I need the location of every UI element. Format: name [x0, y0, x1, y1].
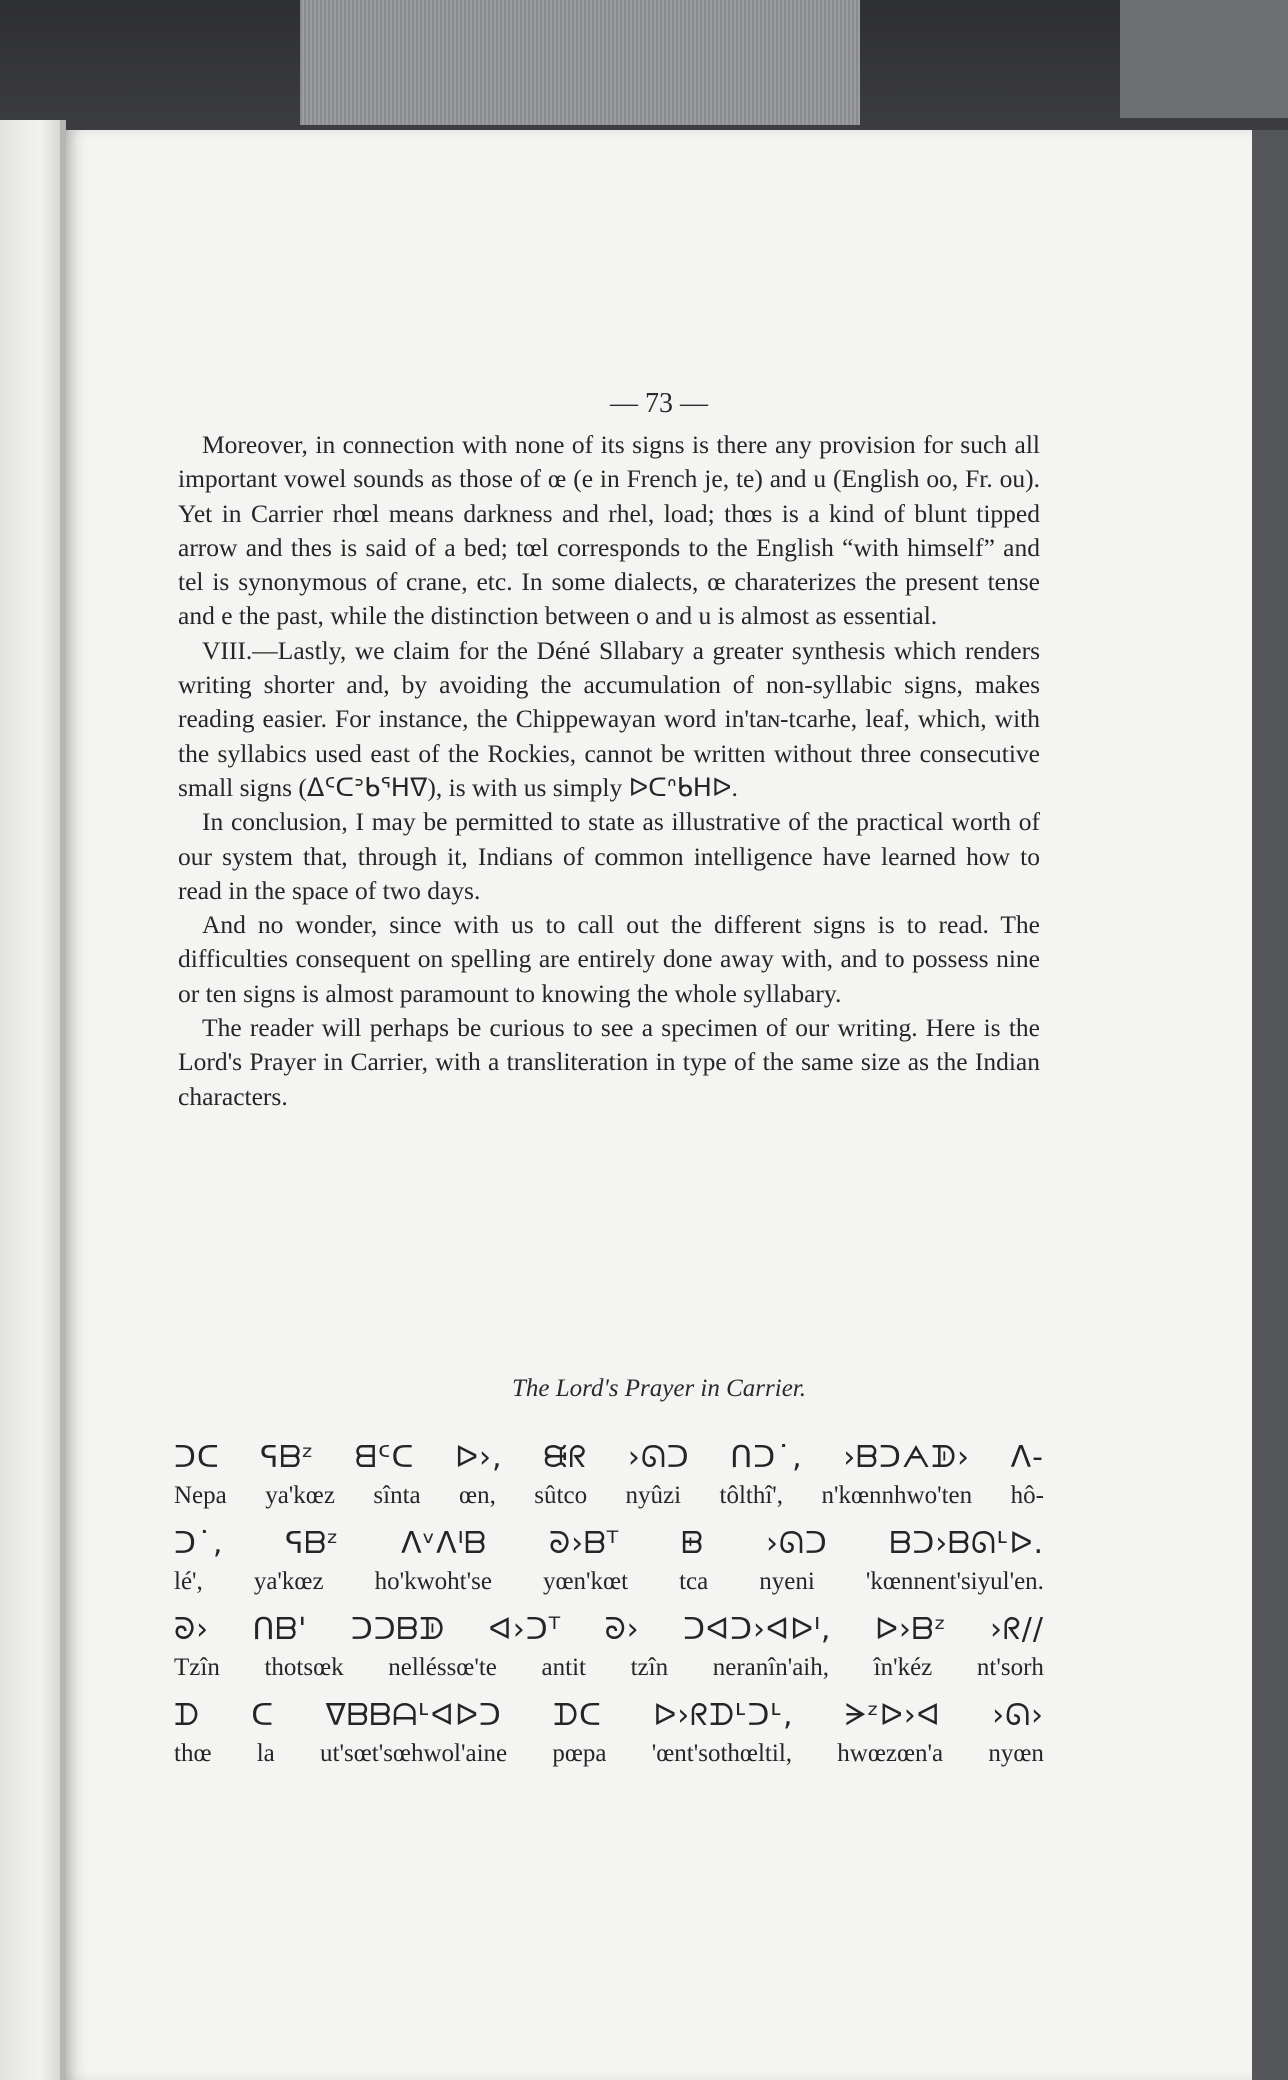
syllabic-word: ᐅ›,: [454, 1440, 503, 1475]
syllabic-word: ᐊ›ᑐᵀ: [488, 1612, 562, 1647]
syllabic-word: ᑐᐊᑐ›ᐊᐅᑊ,: [683, 1612, 832, 1647]
syllabic-word: ᑕ: [251, 1698, 275, 1733]
syllabic-word: ᘐ›: [604, 1612, 640, 1647]
transliteration-line: [174, 1736, 1044, 1772]
syllabic-word: ᑎᑐ˙,: [730, 1440, 803, 1475]
body-text: [178, 428, 1040, 1114]
syllabics-line: [174, 1610, 1044, 1650]
syllabic-word: ᐱ-: [1010, 1440, 1044, 1475]
transliteration-word: pœpa: [552, 1740, 607, 1767]
lords-prayer-block: [174, 1428, 1044, 1778]
transliteration-word: nyûzi: [625, 1482, 682, 1509]
transliteration-word: ho'kwoht'se: [374, 1568, 492, 1595]
paragraph: And no wonder, since with us to call out the different signs is to read. The difficulties consequent on spelling are entirely done away with, and to possess nine or ten signs is almost paramount to knowing the whole syllabary.: [178, 910, 1040, 1008]
transliteration-word: thotsœk: [264, 1654, 344, 1681]
transliteration-word: neranîn'aih,: [712, 1654, 829, 1681]
syllabic-word: ›ᘏ›: [992, 1698, 1044, 1733]
transliteration-line: [174, 1478, 1044, 1514]
syllabic-word: ›ᗷᑐᗅᗫ›: [843, 1440, 970, 1475]
syllabic-word: ›ᘏᑐ: [765, 1526, 828, 1561]
transliteration-word: nt'sorh: [976, 1654, 1044, 1681]
syllabic-word: ᑎᗷ': [252, 1612, 308, 1647]
transliteration-word: thœ: [174, 1740, 212, 1767]
syllabic-word: ᗪ: [174, 1698, 200, 1733]
transliteration-word: yœn'kœt: [543, 1568, 629, 1595]
syllabic-word: ᕋᗷᶻ: [285, 1526, 340, 1561]
transliteration-word: la: [256, 1740, 275, 1767]
syllabic-word: ᑐᑕ: [174, 1440, 220, 1475]
prayer-caption: The Lord's Prayer in Carrier.: [511, 1375, 807, 1402]
paragraph: Moreover, in connection with none of its signs is there any provision for such all important vowel sounds as those of œ (e in French je, te) and u (English oo, Fr. ou). Yet in Carrier rhœl means darkness and rhel, load; thœs is a kind of blunt tipped arrow and thes is said of a bed; tœl corresponds to the English “with himself” and tel is synonymous of crane, etc. In some dialects, œ charaterizes the present tense and e the past, while the distinction between o and u is almost as essential.: [178, 430, 1040, 631]
transliteration-word: nelléssœ'te: [388, 1654, 497, 1681]
syllabic-word: ᑐ˙,: [174, 1526, 224, 1561]
transliteration-word: în'kéz: [873, 1654, 933, 1681]
transliteration-word: ya'kœz: [265, 1482, 335, 1509]
transliteration-word: ut'sœt'sœhwol'aine: [320, 1740, 508, 1767]
transliteration-word: œn,: [459, 1482, 496, 1509]
transliteration-word: tôlthî',: [719, 1482, 784, 1509]
transliteration-word: hô-: [1010, 1482, 1044, 1509]
transliteration-word: Nepa: [174, 1482, 227, 1509]
transliteration-word: n'kœnnhwo'ten: [821, 1482, 973, 1509]
syllabic-word: ᙠᖇ: [543, 1440, 588, 1475]
syllabic-word: ᑐᑐᗷᗫ: [350, 1612, 446, 1647]
syllabic-word: ᐅ›ᗷᶻ: [874, 1612, 947, 1647]
paragraph: The reader will perhaps be curious to see a specimen of our writing. Here is the Lord's Prayer in Carrier, with a transliteration in type of the same size as the Indian characters.: [178, 1013, 1040, 1111]
syllabic-word: ᐅ›ᖇᗪᒻᑐᒻ,: [653, 1698, 794, 1733]
syllabic-word: ᗪᑕ: [553, 1698, 602, 1733]
transliteration-word: sînta: [373, 1482, 421, 1509]
transliteration-word: 'kœnnent'siyul'en.: [865, 1568, 1044, 1595]
syllabic-word: ᗒᶻᐅ›ᐊ: [844, 1698, 941, 1733]
book-cloth-texture: [300, 0, 860, 125]
transliteration-line: [174, 1650, 1044, 1686]
background-edge: [1120, 0, 1288, 118]
facing-page-edge: [0, 120, 66, 2080]
syllabic-word: ᗺᑦᑕ: [354, 1440, 415, 1475]
syllabic-word: ᕋᗷᶻ: [260, 1440, 315, 1475]
syllabic-word: ᘐ›ᗷᵀ: [549, 1526, 620, 1561]
transliteration-word: sûtco: [534, 1482, 588, 1509]
syllabic-word: ᐱᵛᐱᑊᗷ: [401, 1526, 488, 1561]
paragraph: In conclusion, I may be permitted to state as illustrative of the practical worth of our system that, through it, Indians of common intelligence have learned how to read in the space of two days.: [178, 807, 1040, 905]
syllabic-word: ᗷᑐ›ᗷᘏᒻᐅ.: [889, 1526, 1044, 1561]
transliteration-word: nyœn: [988, 1740, 1044, 1767]
syllabics-line: [174, 1438, 1044, 1478]
transliteration-word: tzîn: [630, 1654, 669, 1681]
syllabics-line: [174, 1696, 1044, 1736]
transliteration-word: antit: [541, 1654, 586, 1681]
book-page: [66, 130, 1252, 2080]
syllabic-word: ᘐ›: [174, 1612, 210, 1647]
transliteration-line: [174, 1564, 1044, 1600]
syllabics-line: [174, 1524, 1044, 1564]
transliteration-word: ya'kœz: [253, 1568, 324, 1595]
syllabic-word: ›ᖇ//: [989, 1612, 1044, 1647]
syllabic-word: ›ᘏᑐ: [627, 1440, 690, 1475]
transliteration-word: tca: [679, 1568, 709, 1595]
transliteration-word: nyeni: [759, 1568, 815, 1595]
transliteration-word: Tzîn: [174, 1654, 220, 1681]
syllabic-word: ᐁᗷᗷᗩᒻᐊᐅᑐ: [325, 1698, 502, 1733]
page-number: — 73 —: [610, 388, 708, 419]
syllabic-word: ᗸ: [681, 1526, 704, 1561]
transliteration-word: hwœzœn'a: [837, 1740, 944, 1767]
transliteration-word: lé',: [174, 1568, 203, 1595]
transliteration-word: 'œnt'sothœltil,: [651, 1740, 793, 1767]
paragraph: VIII.—Lastly, we claim for the Déné Sllabary a greater synthesis which renders writing shorter and, by avoiding the accumulation of non-syllabic signs, makes reading easier. For instance, the Chippewayan word in'taɴ-tcarhe, leaf, which, with the syllabics used east of the Rockies, cannot be written without three consecutive small signs (ᐃᑦᑕᐣᑲᕐᕼᐁ), is with us simply ᐅᑕᐢᑲᕼᐅ.: [178, 635, 1040, 802]
